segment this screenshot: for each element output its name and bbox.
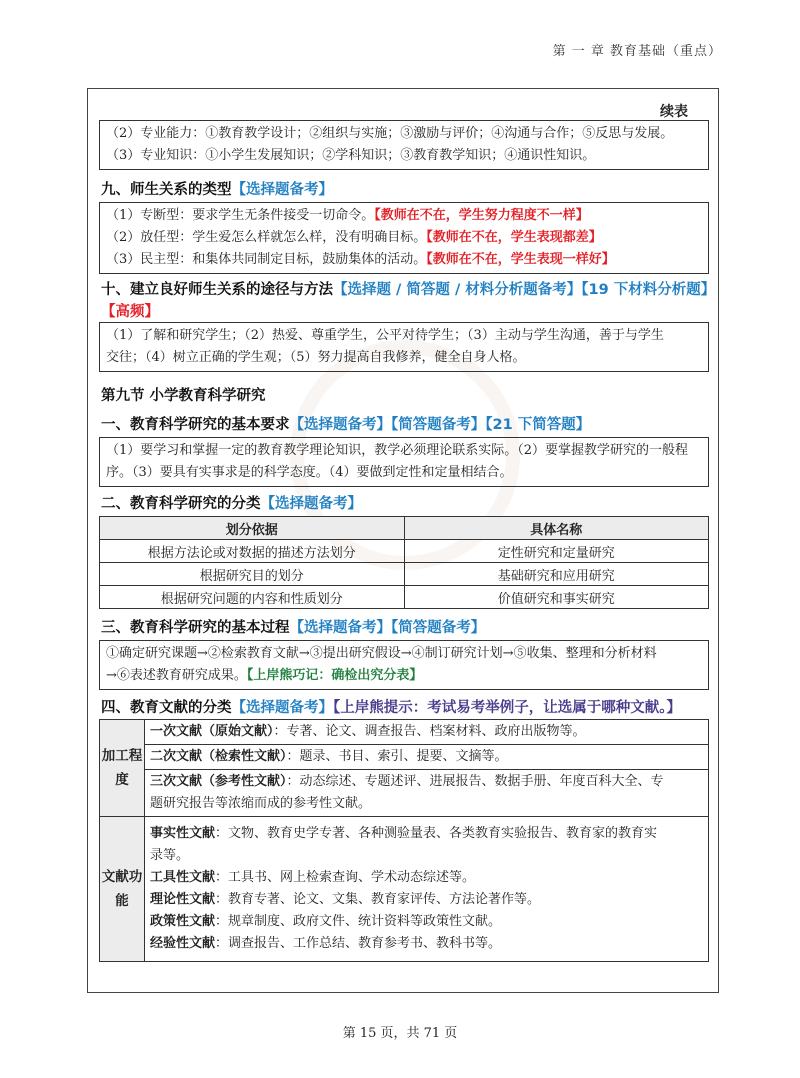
classification-table — [99, 516, 709, 609]
sec9-heading — [101, 178, 333, 199]
req-title: 一、教育科学研究的基本要求 — [101, 417, 290, 433]
list-item: 政策性文献：规章制度、政府文件、统计资料等政策性文献。 — [150, 914, 502, 929]
lit-heading — [101, 696, 681, 717]
prev-row-1: （2）专业能力：①教育教学设计；②组织与实施；③激励与评价；④沟通与合作；⑤反思与发展。 — [106, 126, 674, 141]
continued-label: 续表 — [660, 104, 688, 120]
list-item: 事实性文献：文物、教育史学专著、各种测验量表、各类教育实验报告、教育家的教育实 录等。 — [150, 826, 658, 863]
lit-tip: 【上岸熊提示：考试易考举例子，让选属于哪种文献。】 — [333, 700, 681, 716]
sec9-note-1: 【教师在不在，学生努力程度不一样】 — [374, 208, 589, 223]
table-row: 根据研究问题的内容和性质划分 价值研究和事实研究 — [100, 586, 709, 609]
lit-func-items — [145, 817, 709, 962]
cls-title: 二、教育科学研究的分类 — [101, 496, 261, 512]
lit-tag: 【选择题备考】 — [231, 700, 333, 716]
sec9-title: 九、师生关系的类型 — [101, 182, 232, 198]
literature-table — [99, 719, 709, 962]
table-row: 根据研究目的划分 基础研究和应用研究 — [100, 563, 709, 586]
sec9-box — [99, 202, 709, 274]
cls-header-basis: 划分依据 — [100, 517, 405, 540]
proc-line-1: ①确定研究课题→②检索教育文献→③提出研究假设→④制订研究计划→⑤收集、整理和分析材料 — [106, 646, 657, 661]
sec10-box — [99, 322, 709, 372]
list-item: 工具性文献：工具书、网上检索查询、学术动态综述等。 — [150, 870, 476, 885]
req-heading — [101, 413, 590, 434]
proc-line-2: →⑥表述教育研究成果。【上岸熊巧记：确检出究分表】 — [106, 668, 423, 683]
table-row: 根据方法论或对数据的描述方法划分 定性研究和定量研究 — [100, 540, 709, 563]
sec9-note-2: 【教师在不在，学生表现都差】 — [426, 230, 602, 245]
lit-proc-item-3: 三次文献（参考性文献）：动态综述、专题述评、进展报告、数据手册、年度百科大全、专 题研究报告等浓缩而成的参考性文献。 — [145, 770, 709, 817]
sec10-line-1: （1）了解和研究学生；（2）热爱、尊重学生，公平对待学生；（3）主动与学生沟通，善于与学生 — [106, 328, 664, 343]
sec10-heading — [101, 278, 715, 299]
sec9-note-3: 【教师在不在，学生表现一样好】 — [426, 252, 615, 267]
cls-heading — [101, 492, 362, 513]
lit-title: 四、教育文献的分类 — [101, 700, 232, 716]
prev-row-2: （3）专业知识：①小学生发展知识；②学科知识；③教育教学知识；④通识性知识。 — [106, 148, 596, 163]
sec10-tag-frequent: 【高频】 — [101, 304, 159, 320]
list-item: 理论性文献：教育专著、论文、文集、教育家评传、方法论著作等。 — [150, 892, 541, 907]
sec10-line-2: 交往；（4）树立正确的学生观；（5）努力提高自我修养，健全自身人格。 — [106, 350, 526, 365]
cls-tag: 【选择题备考】 — [260, 496, 362, 512]
sec9-item-3: （3）民主型：和集体共同制定目标，鼓励集体的活动。【教师在不在，学生表现一样好】 — [106, 252, 615, 267]
page-footer: 第 15 页，共 71 页 — [342, 1026, 458, 1041]
lit-proc-item-1: 一次文献（原始文献）：专著、论文、调查报告、档案材料、政府出版物等。 — [145, 720, 709, 745]
proc-tip: 【上岸熊巧记：确检出究分表】 — [246, 668, 423, 683]
req-line-2: 序。（3）要具有实事求是的科学态度。（4）要做到定性和定量相结合。 — [106, 465, 513, 480]
sec10-title: 十、建立良好师生关系的途径与方法 — [101, 282, 333, 298]
prev-table-box — [99, 120, 709, 170]
sec9-item-1: （1）专断型：要求学生无条件接受一切命令。【教师在不在，学生努力程度不一样】 — [106, 208, 589, 223]
lit-proc-item-2: 二次文献（检索性文献）：题录、书目、索引、提要、文摘等。 — [145, 745, 709, 770]
cls-header-name: 具体名称 — [404, 517, 709, 540]
req-box — [99, 437, 709, 487]
page-header: 第 一 章 教育基础（重点） — [552, 44, 722, 59]
list-item: 经验性文献：调查报告、工作总结、教育参考书、教科书等。 — [150, 936, 502, 951]
lit-cat-processing: 加工程度 — [100, 720, 145, 817]
lit-cat-function: 文献功能 — [100, 817, 145, 962]
req-tag: 【选择题备考】【简答题备考】【21 下简答题】 — [289, 417, 591, 433]
sec10-tag: 【选择题 / 简答题 / 材料分析题备考】【19 下材料分析题】 — [333, 282, 716, 298]
sec9-item-2: （2）放任型：学生爱怎么样就怎么样，没有明确目标。【教师在不在，学生表现都差】 — [106, 230, 602, 245]
sec9-tag: 【选择题备考】 — [231, 182, 333, 198]
section9-title: 第九节 小学教育科学研究 — [101, 388, 266, 404]
proc-tag: 【选择题备考】【简答题备考】 — [289, 620, 486, 636]
proc-heading — [101, 616, 485, 637]
proc-box — [99, 640, 709, 690]
req-line-1: （1）要学习和掌握一定的教育教学理论知识，教学必须理论联系实际。（2）要掌握教学研究的一般程 — [106, 443, 689, 458]
proc-title: 三、教育科学研究的基本过程 — [101, 620, 290, 636]
